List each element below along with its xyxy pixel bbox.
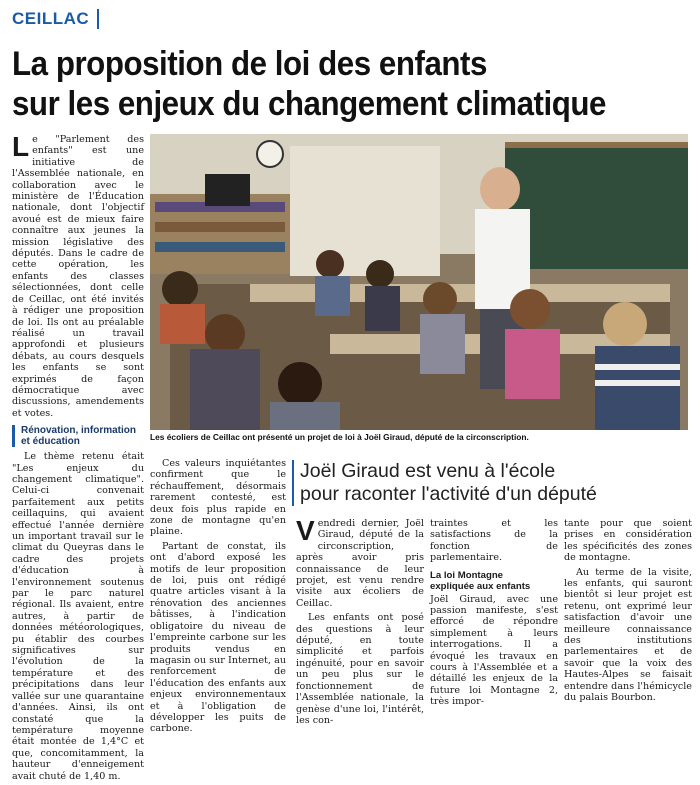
sidebar-headline xyxy=(292,460,692,506)
sidebar-paragraph: Joël Giraud, avec une passion manifeste, s'est efforcé de répondre simplement à leurs interrogations. Il a évoqué les travaux en cours à l'Assemblée et a détaillé les enjeux de la future loi Montagne 2, très impor- xyxy=(430,593,558,708)
body-paragraph: Partant de constat, ils ont d'abord exposé les motifs de leur proposition de loi, puis ont rédigé quatre articles visant à la rénovation des anciennes bâtisses, à l'indication obligatoire du niveau de l'empreinte carbone sur les produits vendus en magasin ou sur Internet, au renforcement de l'éducation des enfants aux enjeux environnementaux et à l'obligation de développer les puits de carbone. xyxy=(150,540,286,735)
headline-line-1: La proposition de loi des enfants xyxy=(12,45,487,83)
drop-cap: L xyxy=(12,131,30,162)
intro-paragraph xyxy=(12,131,144,419)
headline-line-2: sur les enjeux du changement climatique xyxy=(12,85,606,123)
sidebar-subhead-line-1: La loi Montagne xyxy=(430,569,504,581)
subhead-renovation xyxy=(12,425,144,447)
section-kicker xyxy=(12,8,99,30)
sidebar-column-1 xyxy=(296,515,424,729)
article-column-left xyxy=(12,131,144,785)
classroom-photo xyxy=(150,134,688,430)
sidebar-title-line-2: pour raconter l'activité d'un député xyxy=(300,483,597,505)
body-paragraph: Le thème retenu était "Les enjeux du changement climatique". Celui-ci convenait parfaitement aux petits ceillaquins, qui avaient effectué l'année dernière un important travail sur le climat du Queyras dans le cadre des projets d'éducation à l'environnement soutenus par le parc naturel régional. Ils avaient, entre autres, à partir de données météorologiques, pu établir des courbes significatives sur l'évolution de la température et des précipitations dans leur vallée sur une quarantaine d'années. Ainsi, ils ont constaté que la température moyenne était montée de 1,4°C et que, concomitamment, la hauteur d'enneigement avait chuté de 1,40 m. xyxy=(12,451,144,782)
sidebar-drop-cap: V xyxy=(296,515,315,546)
sidebar-title-line-1: Joël Giraud est venu à l'école xyxy=(300,460,556,482)
body-paragraph: Ces valeurs inquiétantes confirment que le réchauffement, désormais rarement contesté, est deux fois plus rapide en zone de montagne qu'en plaine. xyxy=(150,458,286,538)
sidebar-subhead-line-2: expliquée aux enfants xyxy=(430,580,531,592)
sidebar-column-2 xyxy=(430,518,558,711)
article-column-middle xyxy=(150,458,286,738)
sidebar-column-3 xyxy=(564,518,692,707)
sidebar-paragraph: Les enfants ont posé des questions à leur député, en toute simplicité et parfois ingénuité, pour en savoir un peu plus sur le fonctionnement de l'Assemblée nationale, la genèse d'une loi, l'intérêt, les con- xyxy=(296,612,424,726)
photo-caption: Les écoliers de Ceillac ont présenté un projet de loi à Joël Giraud, député de la circonscription. xyxy=(150,432,529,442)
sidebar-paragraph: tante pour que soient prises en considération les spécificités des zones de montagne. xyxy=(564,518,692,564)
kicker-divider xyxy=(97,9,99,29)
article-headline xyxy=(12,44,638,124)
classroom-photo-illustration xyxy=(150,134,688,430)
subhead-line-2: et éducation xyxy=(21,436,80,448)
kicker-label: CEILLAC xyxy=(12,9,90,28)
intro-text: e "Parlement des enfants" est une initiative de l'Assemblée nationale, en collaboration avec le ministère de l'Éducation nationale, dont l'objectif avoué est de mieux faire connaître aux jeunes la mission législative des députés. Dans le cadre de cette opération, les enfants des classes sélectionnées, dont celle de Ceillac, ont été invités à rédiger une proposition de loi. Ils ont au préalable réalisé un travail approfondi et plusieurs débats, au cours desquels les enfants se sont exprimés de façon démocratique avec discussions, amendements et votes. xyxy=(12,134,144,419)
sidebar-paragraph: traintes et les satisfactions de la fonction de parlementaire. xyxy=(430,518,558,564)
sidebar-text: endredi dernier, Joël Giraud, député de la circonscription, après avoir pris connaissance de leur projet, est venu rendre visite aux écoliers de Ceillac. xyxy=(296,518,424,609)
sidebar-paragraph xyxy=(296,515,424,609)
subhead-line-1: Rénovation, information xyxy=(21,425,136,437)
sidebar-subhead xyxy=(430,570,558,592)
sidebar-paragraph: Au terme de la visite, les enfants, qui sauront bientôt si leur projet est retenu, ont exprimé leur satisfaction d'avoir une meilleure connaissance des institutions parlementaires et de savoir que la voix des Hautes-Alpes se faisait entendre dans l'hémicycle du palais Bourbon. xyxy=(564,566,692,704)
